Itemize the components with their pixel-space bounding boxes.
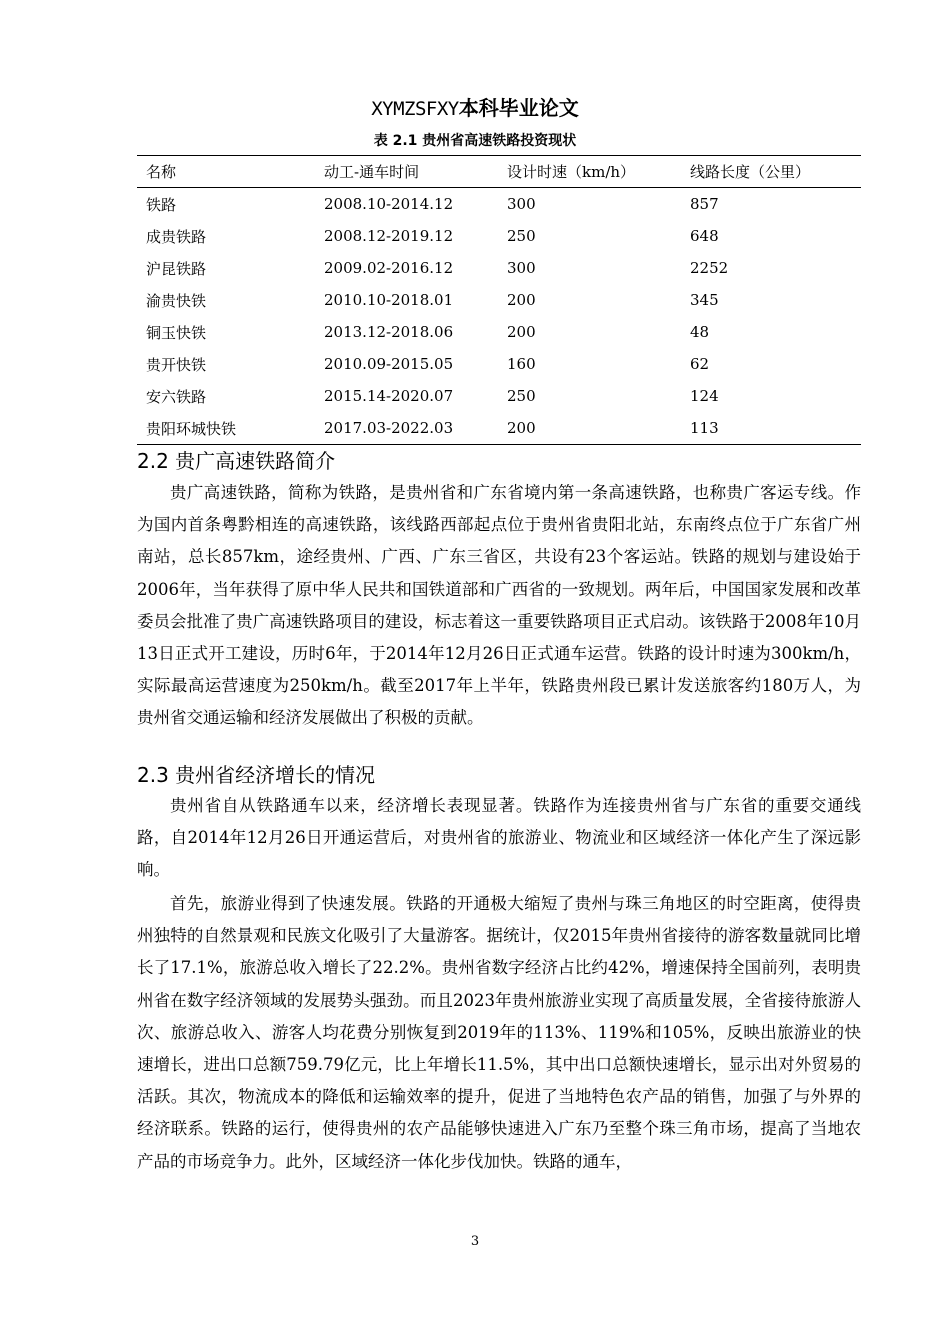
table-cell: 300 [507,195,536,213]
table-cell: 2010.10-2018.01 [324,291,454,309]
table-row [137,412,861,445]
body-paragraph: 贵广高速铁路，简称为铁路，是贵州省和广东省境内第一条高速铁路，也称贵广客运专线。作为国内首条粤黔相连的高速铁路，该线路西部起点位于贵州省贵阳北站，东南终点位于广东省广州南站，总长857km，途经贵州、广西、广东三省区，共设有23个客运站。铁路的规划与建设始于2006年，当年获得了原中华人民共和国铁道部和广西省的一致规划。两年后，中国国家发展和改革委员会批准了贵广高速铁路项目的建设，标志着这一重要铁路项目正式启动。该铁路于2008年10月13日正式开工建设，历时6年，于2014年12月26日正式通车运营。铁路的设计时速为300km/h，实际最高运营速度为250km/h。截至2017年上半年，铁路贵州段已累计发送旅客约180万人，为贵州省交通运输和经济发展做出了积极的贡献。 [137,483,861,728]
section-heading: 2.2 贵广高速铁路简介 [137,449,336,473]
table-cell: 贵阳环城快铁 [137,412,315,445]
table-cell: 48 [690,323,710,341]
table-cell: 2017.03-2022.03 [315,412,498,445]
table-row [137,380,861,412]
table-cell: 160 [507,355,536,373]
section-heading: 2.3 贵州省经济增长的情况 [137,763,376,787]
table-cell: 铜玉快铁 [146,323,207,342]
body-paragraph: 贵州省自从铁路通车以来，经济增长表现显著。铁路作为连接贵州省与广东省的重要交通线路，自2014年12月26日开通运营后，对贵州省的旅游业、物流业和区域经济一体化产生了深远影响。 [137,796,861,880]
header-title: 本科毕业论文 [458,96,579,120]
table-cell: 648 [690,227,719,245]
table-cell: 124 [690,387,719,405]
table-cell: 250 [507,387,536,405]
table-cell: 200 [498,412,681,445]
page-number: 3 [470,1234,480,1249]
column-header: 名称 [137,156,315,188]
body-paragraph: 首先，旅游业得到了快速发展。铁路的开通极大缩短了贵州与珠三角地区的时空距离，使得贵州独特的自然景观和民族文化吸引了大量游客。据统计，仅2015年贵州省接待的游客数量就同比增长了17.1%，旅游总收入增长了22.2%。贵州省数字经济占比约42%，增速保持全国前列，表明贵州省在数字经济领域的发展势头强劲。而且2023年贵州旅游业实现了高质量发展，全省接待旅游人次、旅游总收入、游客人均花费分别恢复到2019年的113%、119%和105%，反映出旅游业的快速增长，进出口总额759.79亿元，比上年增长11.5%，其中出口总额快速增长，显示出对外贸易的活跃。其次，物流成本的降低和运输效率的提升，促进了当地特色农产品的销售，加强了与外界的经济联系。铁路的运行，使得贵州的农产品能够快速进入广东乃至整个珠三角市场，提高了当地农产品的市场竞争力。此外，区域经济一体化步伐加快。铁路的通车， [137,894,861,1171]
table-cell: 2008.12-2019.12 [324,227,454,245]
table-row [137,220,861,252]
table-cell: 沪昆铁路 [146,259,207,278]
table-row [137,284,861,316]
table-cell: 300 [507,259,536,277]
column-header: 设计时速（km/h） [498,156,681,188]
table-cell: 贵开快铁 [146,355,207,374]
document-header [0,94,950,123]
table-cell: 铁路 [146,195,177,214]
column-header: 动工-通车时间 [315,156,498,188]
table-row [137,188,861,221]
table-cell: 200 [507,291,536,309]
table-cell: 2252 [690,259,729,277]
table-cell: 250 [507,227,536,245]
table-cell: 2013.12-2018.06 [324,323,454,341]
investment-table [137,155,861,445]
table-row [137,316,861,348]
table-cell: 成贵铁路 [146,227,207,246]
table-header-row [137,156,861,188]
table-cell: 62 [690,355,710,373]
table-row [137,348,861,380]
table-cell: 857 [690,195,719,213]
column-header: 线路长度（公里） [681,156,861,188]
table-cell: 安六铁路 [146,387,207,406]
table-cell: 渝贵快铁 [146,291,207,310]
table-cell: 2008.10-2014.12 [324,195,454,213]
table-caption: 表 2.1 贵州省高速铁路投资现状 [373,133,577,149]
table-cell: 200 [507,323,536,341]
table-row [137,252,861,284]
table-cell: 113 [681,412,861,445]
table-cell: 2015.14-2020.07 [324,387,454,405]
table-cell: 2010.09-2015.05 [324,355,454,373]
table-cell: 2009.02-2016.12 [324,259,454,277]
table-cell: 345 [690,291,719,309]
header-latin: XYMZSFXY [371,98,459,120]
